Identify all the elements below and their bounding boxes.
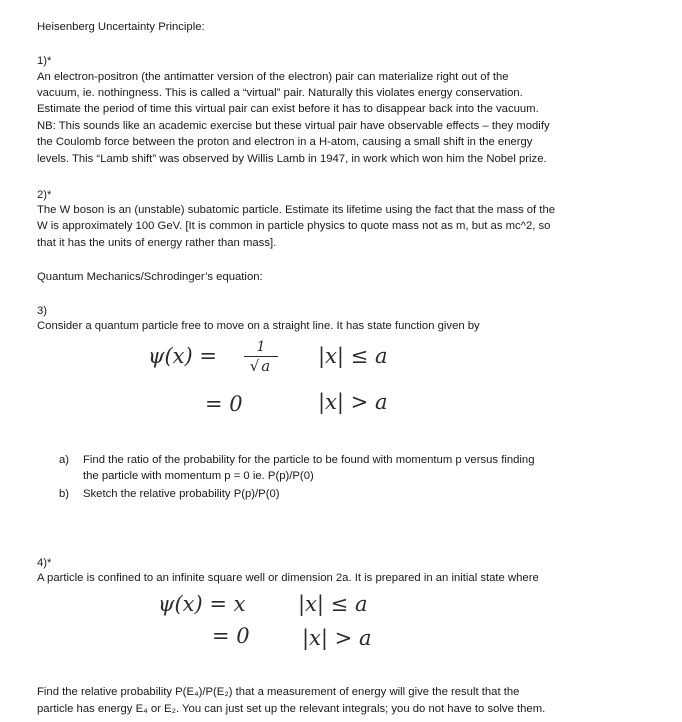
q3-condition-1: |x| ≤ a	[318, 344, 388, 368]
q4-condition-2: |x| > a	[302, 626, 372, 650]
q2-label: 2)*	[37, 189, 52, 201]
q1-line: the Coulomb force between the proton and electron in a H-atom, causing a small shift in the energy	[37, 136, 533, 148]
q3-label: 3)	[37, 305, 48, 317]
q3-equation-lhs: ψ(x) =	[148, 344, 217, 368]
q1-label: 1)*	[37, 55, 52, 67]
q1-line: NB: This sounds like an academic exercise but these virtual pair have observable effects – they modify	[37, 120, 550, 132]
q3-part-a	[59, 452, 535, 485]
q4-equation-zero: = 0	[212, 624, 250, 648]
q1-line: vacuum, ie. nothingness. This is called a “virtual” pair. Naturally this violates energy conservation.	[37, 87, 523, 99]
q2-line: W is approximately 100 GeV. [It is common in particle physics to quote mass not as m, but as mc^2, so	[37, 220, 551, 232]
q4-equation-lhs: ψ(x) = x	[158, 592, 246, 616]
q3-part-a-label: a)	[59, 454, 70, 466]
q3-condition-2: |x| > a	[318, 390, 388, 414]
q2-line: that it has the units of energy rather than mass].	[37, 237, 277, 249]
q4-label: 4)*	[37, 557, 52, 569]
section-heading: Quantum Mechanics/Schrodinger’s equation:	[37, 271, 263, 283]
q3-intro: Consider a quantum particle free to move on a straight line. It has state function given by	[37, 320, 480, 332]
q3-fraction	[244, 340, 278, 375]
q3-part-b	[59, 486, 280, 502]
q4-line: particle has energy E₄ or E₂. You can just set up the relevant integrals; you do not have to solve them.	[37, 703, 546, 715]
q3-part-a-line: Find the ratio of the probability for the particle to be found with momentum p versus finding	[83, 454, 535, 466]
q2-line: The W boson is an (unstable) subatomic particle. Estimate its lifetime using the fact that the mass of the	[37, 204, 556, 216]
sqrt-symbol: √	[249, 357, 260, 375]
q3-fraction-denominator: a	[261, 357, 271, 375]
q1-line: levels. This “Lamb shift” was observed by Willis Lamb in 1947, in work which won him the Nobel prize.	[37, 153, 547, 165]
q3-fraction-numerator: 1	[256, 339, 266, 355]
q3-equation-zero: = 0	[205, 392, 243, 416]
q4-condition-1: |x| ≤ a	[298, 592, 368, 616]
q4-line: Find the relative probability P(E₄)/P(E₂) that a measurement of energy will give the result that the	[37, 686, 520, 698]
q3-part-b-line: Sketch the relative probability P(p)/P(0)	[83, 488, 280, 500]
q3-part-a-line: the particle with momentum p = 0 ie. P(p)/P(0)	[83, 470, 314, 483]
q1-line: Estimate the period of time this virtual pair can exist before it has to disappear back into the vacuum.	[37, 103, 539, 115]
q1-line: An electron-positron (the antimatter version of the electron) pair can materialize right out of the	[37, 71, 509, 83]
q3-part-b-label: b)	[59, 488, 70, 500]
q4-intro: A particle is confined to an infinite square well or dimension 2a. It is prepared in an initial state where	[37, 572, 539, 584]
page-title: Heisenberg Uncertainty Principle:	[37, 21, 205, 33]
